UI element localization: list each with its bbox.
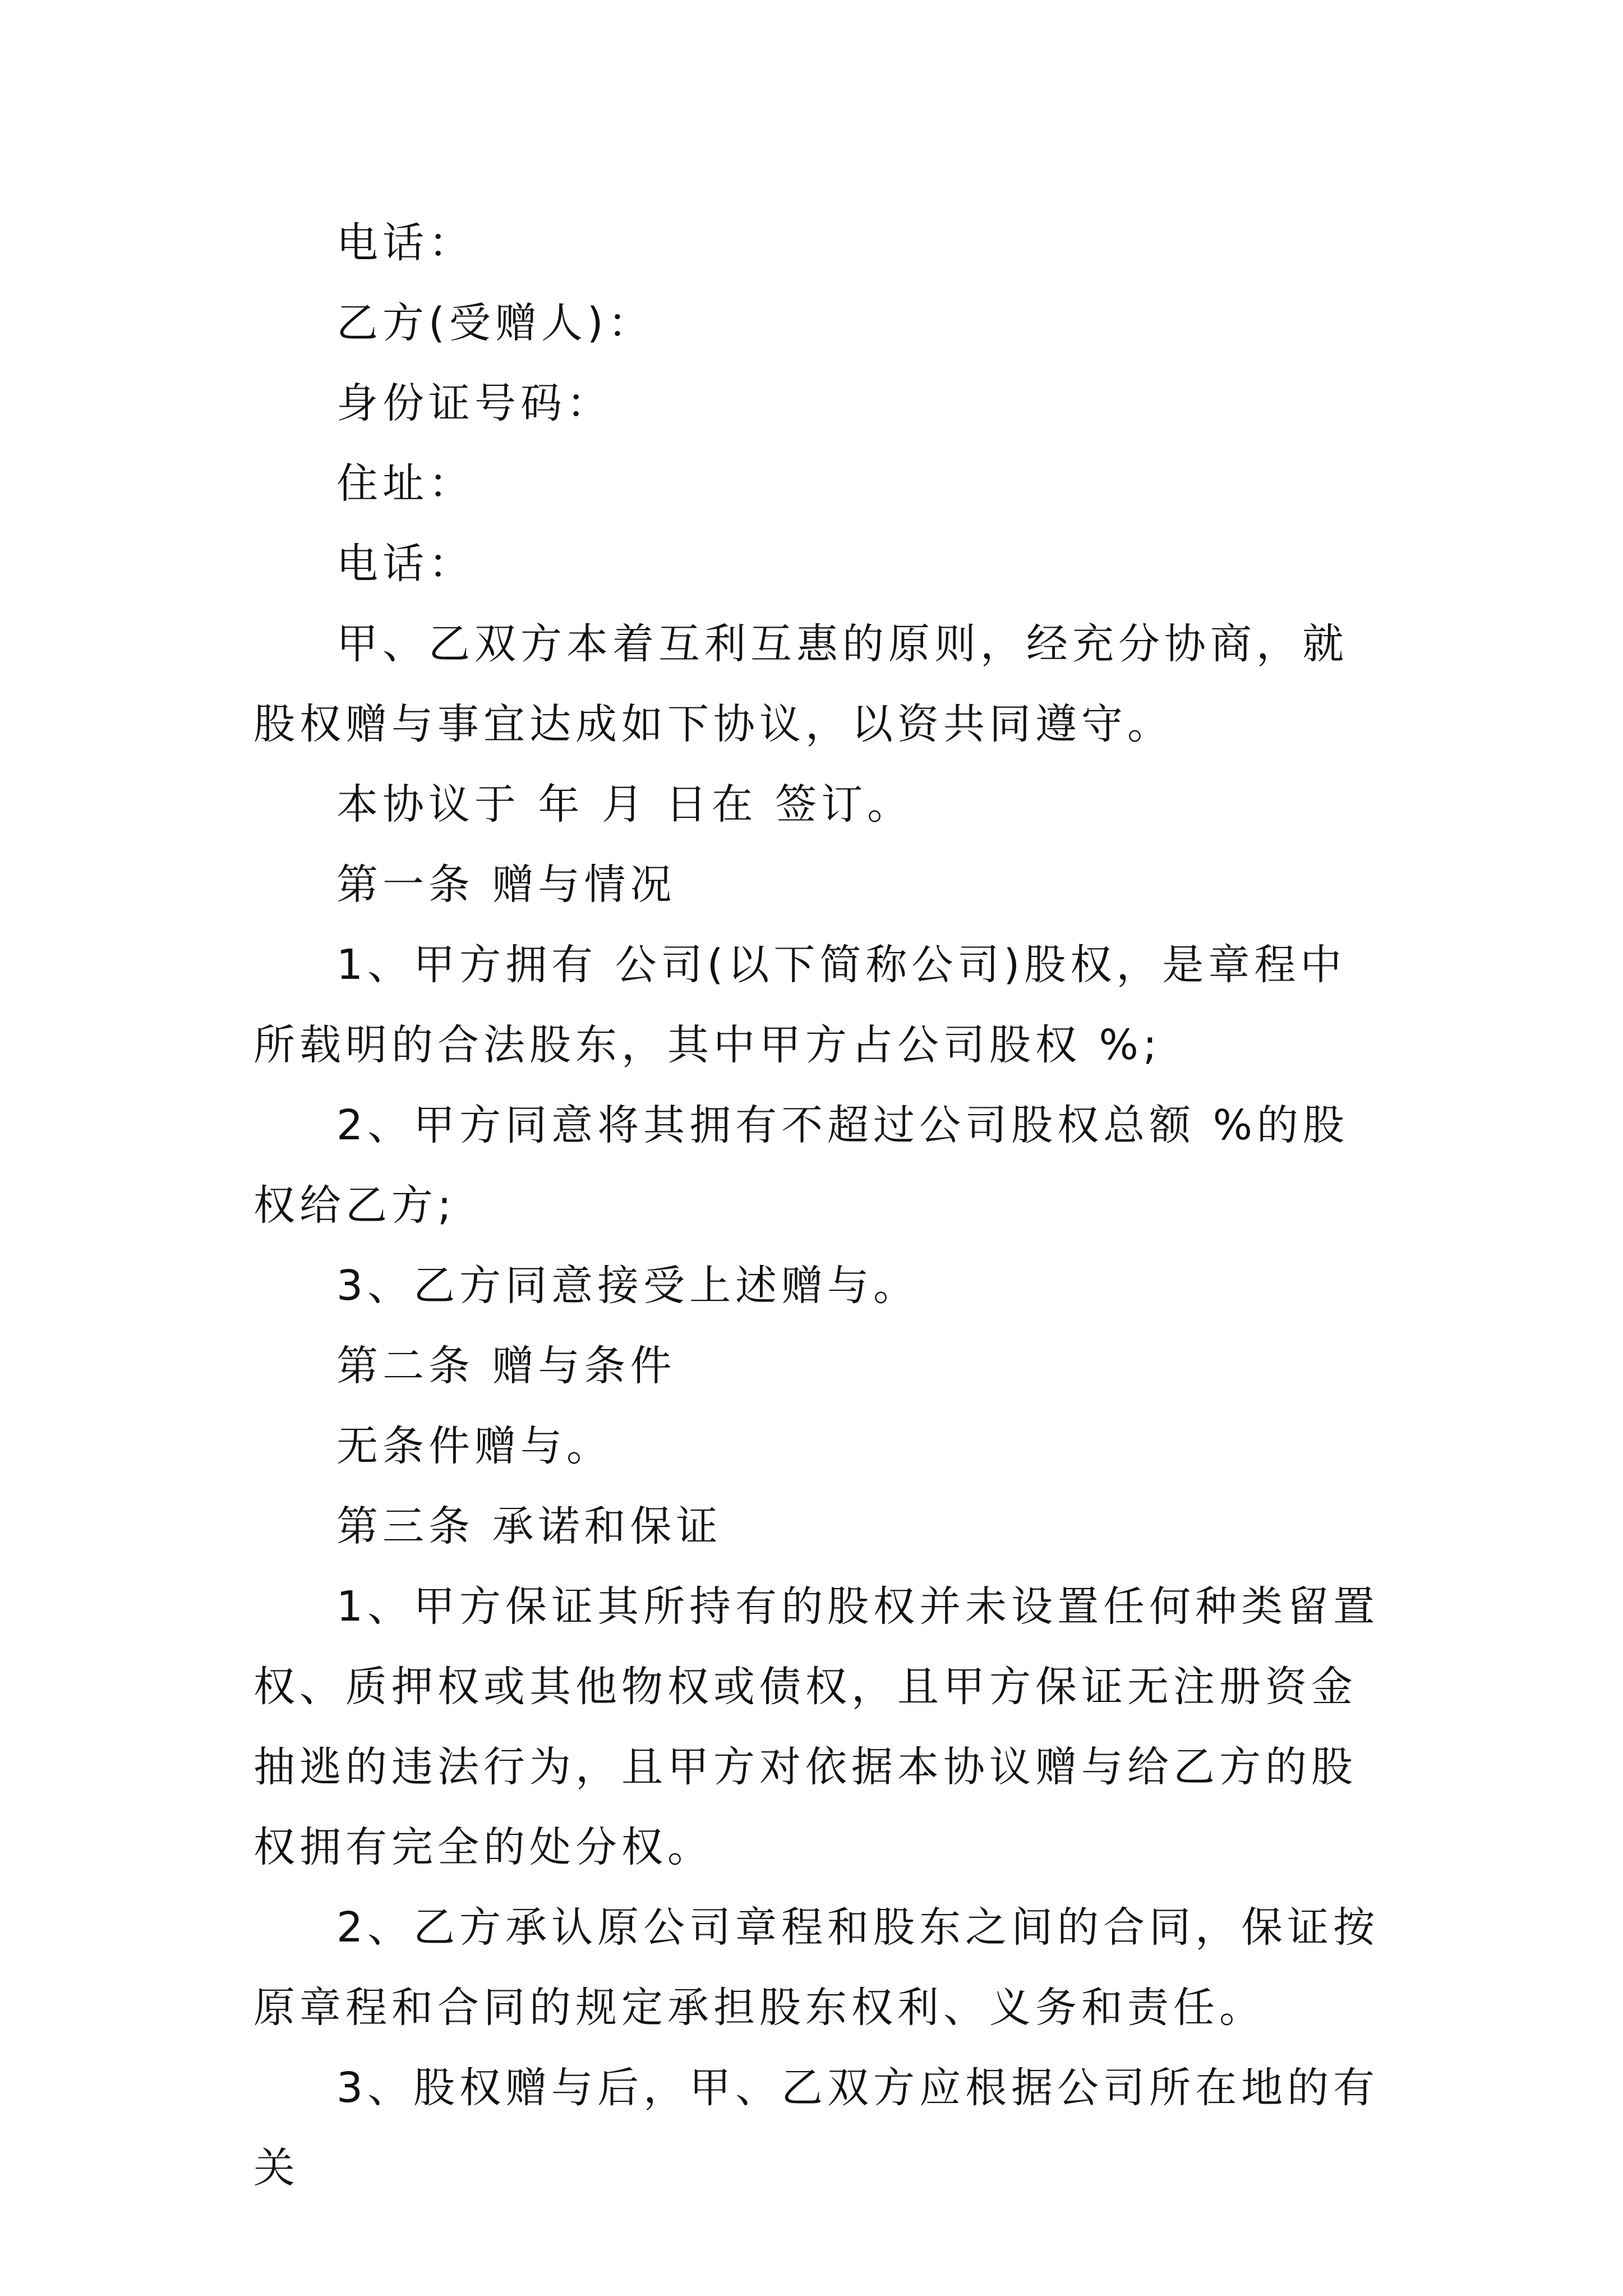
article-2-heading: 第二条 赠与条件 [336,1342,676,1390]
article-3-item-3: 3、股权赠与后，甲、乙双方应根据公司所在地的有关 [253,2064,1380,2192]
contact-phone-line-1: 电话： [336,219,474,267]
id-number-line: 身份证号码： [336,379,612,427]
article-1-item-1: 1、甲方拥有 公司(以下简称公司)股权，是章程中所载明的合法股东，其中甲方占公司股权 %; [253,941,1347,1069]
address-line: 住址： [336,459,474,508]
article-1-item-2: 2、甲方同意将其拥有不超过公司股权总额 %的股权给乙方; [253,1101,1349,1230]
article-1-heading: 第一条 赠与情况 [336,861,676,909]
article-3-item-1: 1、甲方保证其所持有的股权并未设置任何种类留置权、质押权或其他物权或债权，且甲方保证无注册资金抽逃的违法行为，且甲方对依据本协议赠与给乙方的股权拥有完全的处分权。 [253,1582,1380,1871]
signing-date-line: 本协议于 年 月 日在 签订。 [336,780,914,829]
contact-phone-line-2: 电话： [336,540,474,588]
article-3-item-2: 2、乙方承认原公司章程和股东之间的合同，保证按原章程和合同的规定承担股东权利、义务和责任。 [253,1903,1380,2032]
party-b-line: 乙方(受赠人)： [336,299,654,347]
preamble-paragraph: 甲、乙双方本着互利互惠的原则，经充分协商，就股权赠与事宜达成如下协议，以资共同遵守。 [253,620,1348,748]
document-body [253,203,1381,2208]
article-3-heading: 第三条 承诺和保证 [336,1502,722,1550]
article-2-body: 无条件赠与。 [336,1422,612,1470]
article-1-item-3: 3、乙方同意接受上述赠与。 [336,1262,920,1310]
